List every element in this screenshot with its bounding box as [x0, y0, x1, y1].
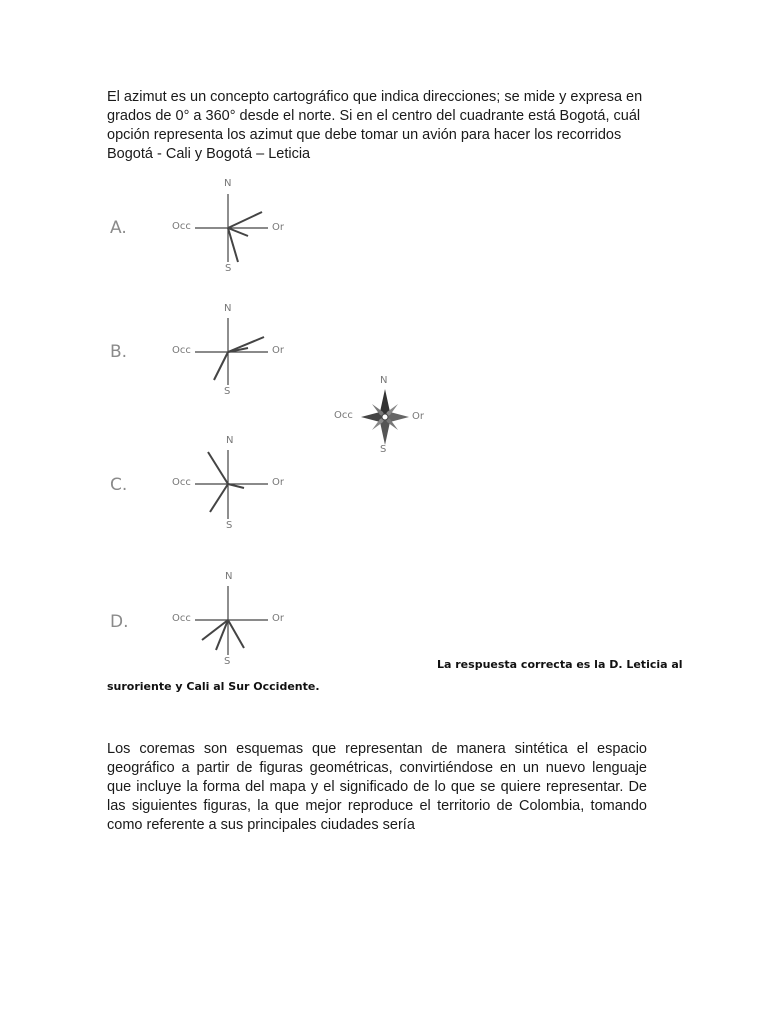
question-2-text: Los coremas son esquemas que representan de manera sintética el espacio geográfico a partir de figuras geométricas, convirtiéndose en un nuevo lenguaje que incluye la forma del mapa y el significado de lo que se quiere representar. De las siguientes figuras, la que mejor reproduce el territorio de Colombia, tomando como referente a sus principales ciudades sería [107, 741, 647, 833]
label-or-d: Or [272, 613, 284, 624]
option-b-letter: B. [110, 342, 128, 362]
question-1-text: El azimut es un concepto cartográfico que indica direcciones; se mide y expresa en grados de 0° a 360° desde el norte. Si en el centro del cuadrante está Bogotá, cuál opción representa los azimut que debe tomar un avión para hacer los recorridos Bogotá - Cali y Bogotá – Leticia [107, 89, 643, 162]
label-occ-d: Occ [172, 613, 191, 624]
label-or-rose: Or [412, 411, 424, 422]
diagram-d [195, 586, 268, 655]
label-n-d: N [225, 571, 233, 582]
label-or-a: Or [272, 222, 284, 233]
answer-line-1: La respuesta correcta es la D. Leticia al [437, 658, 683, 671]
compass-rose-icon [361, 389, 409, 445]
option-d-letter: D. [110, 612, 129, 632]
label-occ-b: Occ [172, 345, 191, 356]
label-occ-rose: Occ [334, 410, 353, 421]
label-n-a: N [224, 178, 232, 189]
label-n-c: N [226, 435, 234, 446]
label-occ-c: Occ [172, 477, 191, 488]
label-s-rose: S [380, 444, 387, 455]
option-a-letter: A. [110, 218, 127, 238]
label-s-c: S [226, 520, 233, 531]
diagram-a [195, 194, 268, 262]
label-or-c: Or [272, 477, 284, 488]
diagram-b [195, 318, 268, 385]
label-or-b: Or [272, 345, 284, 356]
label-occ-a: Occ [172, 221, 191, 232]
label-n-rose: N [380, 375, 388, 386]
label-s-d: S [224, 656, 231, 667]
label-n-b: N [224, 303, 232, 314]
option-c-letter: C. [110, 475, 128, 495]
label-s-b: S [224, 386, 231, 397]
diagram-c [195, 450, 268, 519]
label-s-a: S [225, 263, 232, 274]
answer-line-2: suroriente y Cali al Sur Occidente. [107, 680, 320, 693]
